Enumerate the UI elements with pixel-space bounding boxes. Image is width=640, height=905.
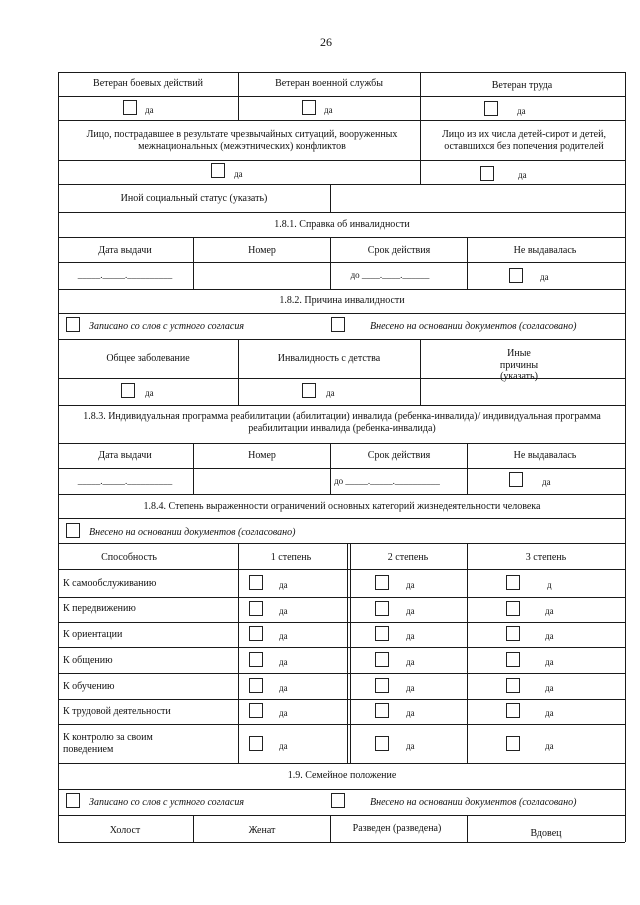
veteran-labor-checkbox[interactable] bbox=[484, 101, 498, 116]
learning-degree-2-checkbox[interactable] bbox=[375, 678, 389, 693]
learning-degree-3-checkbox[interactable] bbox=[506, 678, 520, 693]
yes-label: да bbox=[234, 169, 243, 179]
yes-label: да bbox=[540, 272, 549, 282]
yes-label: да bbox=[326, 388, 335, 398]
emergency-victim-label: Лицо, пострадавшее в результате чрезвычайных ситуаций, вооруженных межнациональных (межэтнических) конфликтов bbox=[86, 129, 398, 152]
self-service-degree-3-checkbox[interactable] bbox=[506, 575, 520, 590]
family-option-single[interactable]: Холост bbox=[109, 825, 141, 836]
orphan-checkbox[interactable] bbox=[480, 166, 494, 181]
family-option-divorced[interactable]: Разведен (разведена) bbox=[352, 823, 442, 834]
veteran-combat-checkbox[interactable] bbox=[123, 100, 137, 115]
childhood-disability-label: Инвалидность с детства bbox=[277, 353, 381, 364]
yes-label: да bbox=[406, 657, 415, 667]
family-status-title: 1.9. Семейное положение bbox=[287, 770, 397, 781]
orientation-degree-3-checkbox[interactable] bbox=[506, 626, 520, 641]
communication-degree-2-checkbox[interactable] bbox=[375, 652, 389, 667]
learning-degree-1-checkbox[interactable] bbox=[249, 678, 263, 693]
ability-behavior-control: К контролю за своим поведением bbox=[63, 732, 153, 755]
behavior-degree-3-checkbox[interactable] bbox=[506, 736, 520, 751]
ability-movement: К передвижению bbox=[63, 603, 136, 614]
rehab-program-title: 1.8.3. Индивидуальная программа реабилитации (абилитации) инвалида (ребенка-инвалида)/ индивидуальная программа реабилитации инвалида (ребенка-инвалида) bbox=[83, 411, 601, 434]
family-oral-consent-label: Записано со слов с устного согласия bbox=[89, 797, 244, 808]
yes-label: да bbox=[545, 606, 554, 616]
col-ability: Способность bbox=[101, 552, 157, 563]
page-number: 26 bbox=[320, 35, 332, 49]
yes-label: да bbox=[279, 631, 288, 641]
work-degree-1-checkbox[interactable] bbox=[249, 703, 263, 718]
communication-degree-3-checkbox[interactable] bbox=[506, 652, 520, 667]
disability-cause-title: 1.8.2. Причина инвалидности bbox=[279, 295, 405, 306]
ability-self-service: К самообслуживанию bbox=[63, 578, 157, 589]
self-service-degree-2-checkbox[interactable] bbox=[375, 575, 389, 590]
yes-label: да bbox=[545, 741, 554, 751]
orphan-label: Лицо из их числа детей-сирот и детей, оставшихся без попечения родителей bbox=[442, 129, 606, 152]
yes-label: да bbox=[279, 580, 288, 590]
family-oral-consent-checkbox[interactable] bbox=[66, 793, 80, 808]
family-option-married[interactable]: Женат bbox=[248, 825, 276, 836]
limitations-title: 1.8.4. Степень выраженности ограничений основных категорий жизнедеятельности человека bbox=[143, 501, 541, 512]
cause-oral-consent-label: Записано со слов с устного согласия bbox=[89, 321, 244, 332]
rehab-not-issued-checkbox[interactable] bbox=[509, 472, 523, 487]
general-disease-label: Общее заболевание bbox=[106, 353, 190, 364]
yes-label: да bbox=[406, 708, 415, 718]
limitations-documents-label: Внесено на основании документов (согласовано) bbox=[89, 527, 296, 538]
col-not-issued: Не выдавалась bbox=[513, 245, 577, 256]
col-degree-1: 1 степень bbox=[270, 552, 312, 563]
col-validity: Срок действия bbox=[367, 245, 431, 256]
yes-label: да bbox=[406, 683, 415, 693]
yes-label: да bbox=[145, 105, 154, 115]
rehab-issue-date-field[interactable]: _____._____.__________ bbox=[77, 476, 173, 486]
work-degree-3-checkbox[interactable] bbox=[506, 703, 520, 718]
self-service-degree-1-checkbox[interactable] bbox=[249, 575, 263, 590]
other-causes-input[interactable] bbox=[424, 381, 621, 403]
ability-communication: К общению bbox=[63, 655, 113, 666]
veteran-military-checkbox[interactable] bbox=[302, 100, 316, 115]
yes-label: да bbox=[279, 657, 288, 667]
yes-label: да bbox=[279, 708, 288, 718]
yes-label: да bbox=[545, 708, 554, 718]
rehab-validity-field[interactable]: до _____._____.__________ bbox=[334, 476, 440, 486]
movement-degree-3-checkbox[interactable] bbox=[506, 601, 520, 616]
yes-label: да bbox=[545, 683, 554, 693]
emergency-victim-checkbox[interactable] bbox=[211, 163, 225, 178]
validity-field[interactable]: до ____.____.______ bbox=[350, 270, 430, 280]
yes-label-truncated: д bbox=[547, 580, 552, 590]
childhood-disability-checkbox[interactable] bbox=[302, 383, 316, 398]
movement-degree-1-checkbox[interactable] bbox=[249, 601, 263, 616]
ability-learning: К обучению bbox=[63, 681, 115, 692]
other-causes-label: Иные причины (указать) bbox=[499, 348, 539, 382]
veteran-combat-label: Ветеран боевых действий bbox=[93, 78, 203, 89]
limitations-documents-checkbox[interactable] bbox=[66, 523, 80, 538]
yes-label: да bbox=[406, 631, 415, 641]
movement-degree-2-checkbox[interactable] bbox=[375, 601, 389, 616]
family-documents-label: Внесено на основании документов (согласовано) bbox=[370, 797, 577, 808]
orientation-degree-1-checkbox[interactable] bbox=[249, 626, 263, 641]
cause-documents-label: Внесено на основании документов (согласовано) bbox=[370, 321, 577, 332]
yes-label: да bbox=[279, 683, 288, 693]
ability-orientation: К ориентации bbox=[63, 629, 123, 640]
yes-label: да bbox=[518, 170, 527, 180]
communication-degree-1-checkbox[interactable] bbox=[249, 652, 263, 667]
col-number: Номер bbox=[248, 450, 276, 461]
col-degree-2: 2 степень bbox=[387, 552, 429, 563]
behavior-degree-1-checkbox[interactable] bbox=[249, 736, 263, 751]
ability-work: К трудовой деятельности bbox=[63, 706, 171, 717]
col-not-issued: Не выдавалась bbox=[513, 450, 577, 461]
veteran-labor-label: Ветеран труда bbox=[491, 80, 553, 91]
work-degree-2-checkbox[interactable] bbox=[375, 703, 389, 718]
family-option-widower[interactable]: Вдовец bbox=[530, 828, 562, 839]
veteran-military-label: Ветеран военной службы bbox=[275, 78, 383, 89]
yes-label: да bbox=[406, 741, 415, 751]
col-issue-date: Дата выдачи bbox=[98, 450, 152, 461]
family-documents-checkbox[interactable] bbox=[331, 793, 345, 808]
certificate-number-field[interactable] bbox=[197, 265, 325, 285]
yes-label: да bbox=[324, 105, 333, 115]
behavior-degree-2-checkbox[interactable] bbox=[375, 736, 389, 751]
issue-date-field[interactable]: _____._____.__________ bbox=[77, 270, 173, 280]
yes-label: да bbox=[145, 388, 154, 398]
yes-label: да bbox=[279, 606, 288, 616]
rehab-number-field[interactable] bbox=[197, 471, 325, 491]
disability-certificate-title: 1.8.1. Справка об инвалидности bbox=[274, 219, 410, 230]
yes-label: да bbox=[545, 631, 554, 641]
other-status-label: Иной социальный статус (указать) bbox=[120, 193, 268, 204]
orientation-degree-2-checkbox[interactable] bbox=[375, 626, 389, 641]
other-status-input[interactable] bbox=[334, 187, 620, 209]
cause-oral-consent-checkbox[interactable] bbox=[66, 317, 80, 332]
col-validity: Срок действия bbox=[367, 450, 431, 461]
cause-documents-checkbox[interactable] bbox=[331, 317, 345, 332]
col-number: Номер bbox=[248, 245, 276, 256]
col-issue-date: Дата выдачи bbox=[98, 245, 152, 256]
yes-label: да bbox=[517, 106, 526, 116]
yes-label: да bbox=[406, 580, 415, 590]
yes-label: да bbox=[542, 477, 551, 487]
yes-label: да bbox=[545, 657, 554, 667]
col-degree-3: 3 степень bbox=[525, 552, 567, 563]
yes-label: да bbox=[279, 741, 288, 751]
yes-label: да bbox=[406, 606, 415, 616]
certificate-not-issued-checkbox[interactable] bbox=[509, 268, 523, 283]
general-disease-checkbox[interactable] bbox=[121, 383, 135, 398]
